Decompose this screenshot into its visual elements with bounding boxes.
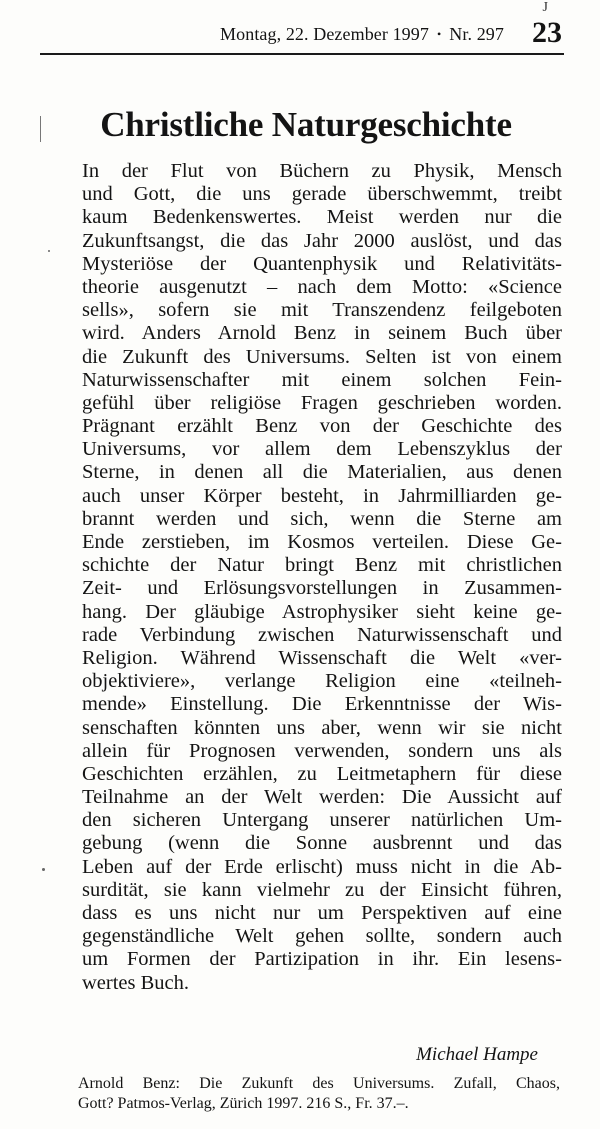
- article-line: kaum Bedenkenswertes. Meist werden nur die: [82, 206, 562, 229]
- article-line: auch unser Körper besteht, in Jahrmilliarden ge-: [82, 484, 562, 507]
- article-line: allein für Prognosen verwenden, sondern uns als: [82, 739, 562, 762]
- article-line: brannt werden und sich, wenn die Sterne am: [82, 507, 562, 530]
- issue-number: Nr. 297: [449, 24, 504, 44]
- print-speck: [48, 250, 50, 252]
- header-rule: [40, 53, 564, 55]
- article-line: objektiviere», verlange Religion eine «teilneh-: [82, 670, 562, 693]
- article-line: gefühl über religiöse Fragen geschrieben worden.: [82, 391, 562, 414]
- article-line: Zukunftsangst, die das Jahr 2000 auslöst, und das: [82, 229, 562, 252]
- article-line: gebung (wenn die Sonne ausbrennt und das: [82, 832, 562, 855]
- article-line: Ende zerstieben, im Kosmos verteilen. Diese Ge-: [82, 531, 562, 553]
- article-line: Teilnahme an der Welt werden: Die Aussicht auf: [82, 786, 562, 809]
- page-header: [38, 0, 566, 54]
- article-line: um Formen der Partizipation in ihr. Ein lesens-: [82, 948, 562, 971]
- article-line: Naturwissenschafter mit einem solchen Fein-: [82, 368, 562, 391]
- author-byline: Michael Hampe: [416, 1044, 538, 1065]
- print-speck: [42, 868, 45, 871]
- article-line: theorie ausgenutzt – nach dem Motto: «Science: [82, 275, 562, 298]
- article-line: senschaften könnten uns aber, wenn wir sie nicht: [82, 716, 562, 739]
- article-line: Universums, vor allem dem Lebenszyklus der: [82, 438, 562, 461]
- article-line: und Gott, die uns gerade überschwemmt, treibt: [82, 183, 562, 206]
- article-line: hang. Der gläubige Astrophysiker sieht keine ge-: [82, 600, 562, 623]
- date: Montag, 22. Dezember 1997: [220, 24, 429, 44]
- dateline: [220, 24, 504, 45]
- article-line: rade Verbindung zwischen Naturwissenschaft und: [82, 623, 562, 646]
- article-line: wertes Buch.: [82, 971, 190, 994]
- article-line: den sicheren Untergang unserer natürlichen Um-: [82, 809, 562, 832]
- article-line: mende» Einstellung. Die Erkenntnisse der Wis-: [82, 693, 562, 716]
- article-line: Sterne, in denen all die Materialien, aus denen: [82, 461, 562, 484]
- article-line: schichte der Natur bringt Benz mit christlichen: [82, 554, 562, 577]
- article-body: [82, 160, 562, 995]
- article-line: dass es uns nicht nur um Perspektiven auf eine: [82, 902, 562, 924]
- article-line: Prägnant erzählt Benz von der Geschichte des: [82, 415, 562, 438]
- source-line: Arnold Benz: Die Zukunft des Universums. Zufall, Chaos,: [78, 1075, 560, 1092]
- article-line: Leben auf der Erde erlischt) muss nicht in die Ab-: [82, 855, 562, 878]
- article-line: Religion. Während Wissenschaft die Welt «ver-: [82, 646, 562, 669]
- article-line: In der Flut von Büchern zu Physik, Mensch: [82, 160, 562, 182]
- source-note: [78, 1074, 560, 1114]
- article-line: Geschichten erzählen, zu Leitmetaphern für diese: [82, 762, 562, 785]
- article-line: Mysteriöse der Quantenphysik und Relativitäts-: [82, 252, 562, 275]
- article-line: sells», sofern sie mit Transzendenz feilgeboten: [82, 299, 562, 322]
- article-line: wird. Anders Arnold Benz in seinem Buch über: [82, 322, 562, 345]
- page-number: 23: [532, 16, 562, 49]
- article-title: Christliche Naturgeschichte: [100, 105, 512, 144]
- article-line: Zeit- und Erlösungsvorstellungen in Zusammen-: [82, 577, 562, 600]
- dateline-separator: •: [436, 27, 442, 41]
- margin-mark: J: [542, 0, 548, 15]
- article-line: gegenständliche Welt gehen sollte, sondern auch: [82, 925, 562, 948]
- article-line: die Zukunft des Universums. Selten ist von einem: [82, 345, 562, 368]
- source-line: Gott? Patmos-Verlag, Zürich 1997. 216 S., Fr. 37.–.: [78, 1095, 409, 1112]
- article-line: surdität, sie kann vielmehr zu der Einsicht führen,: [82, 878, 562, 901]
